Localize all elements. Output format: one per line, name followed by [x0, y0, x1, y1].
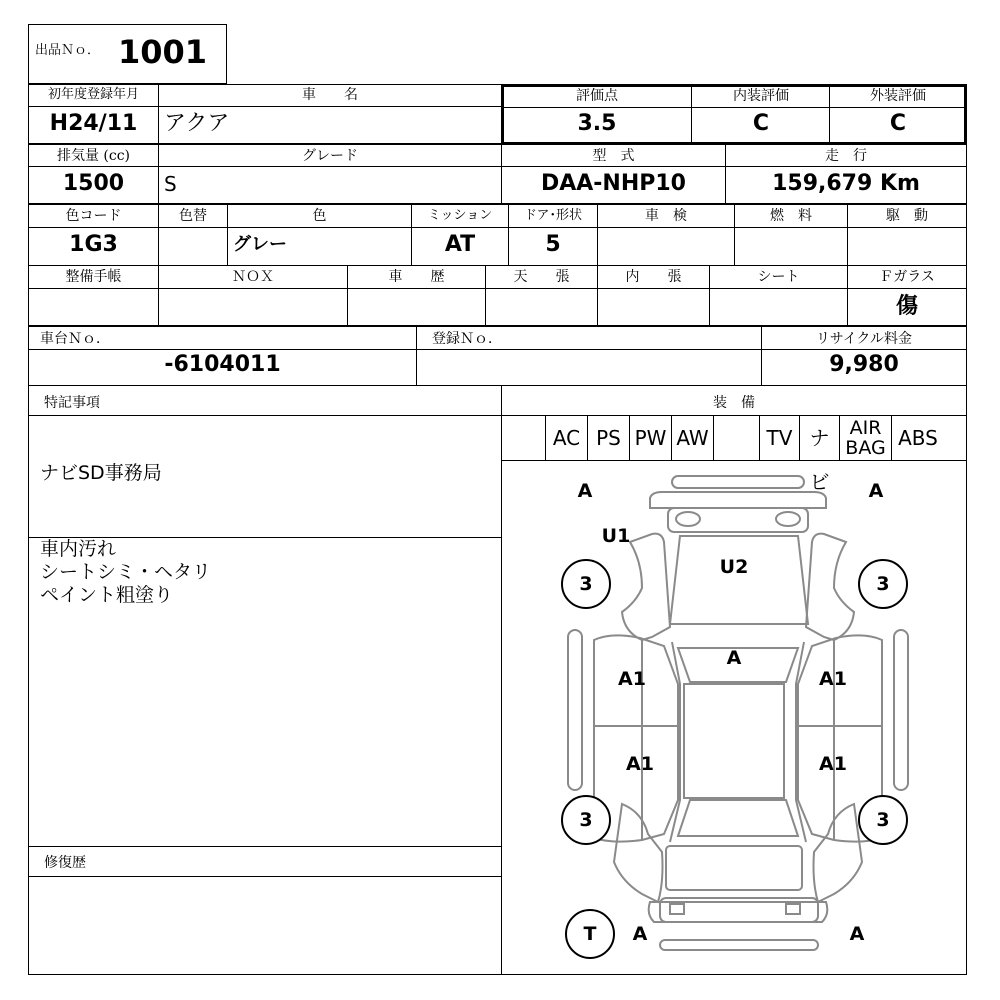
mark-left-rear-door: A1: [626, 753, 654, 775]
color-code-label: 色コード: [65, 208, 122, 224]
equipment-item-0: [502, 416, 546, 460]
divider: [28, 288, 967, 289]
score-label: 評価点: [576, 88, 618, 104]
divider: [158, 106, 502, 107]
inspection-label: 車 検: [645, 208, 687, 224]
right-rear-fender-outline: [814, 804, 863, 902]
interior-label: 内装評価: [733, 88, 789, 104]
equipment-item-6: TV: [760, 416, 800, 460]
car-name-label: 車 名: [302, 87, 358, 103]
lot-number-label: 出品Ｎｏ．: [35, 43, 101, 58]
hood-outline: [670, 536, 808, 624]
fglass-value: 傷: [895, 294, 918, 319]
divider: [158, 166, 502, 167]
first-reg-value: H24/11: [49, 111, 138, 136]
first-reg-label: 初年度登録年月: [47, 87, 139, 102]
front-grille-outline: [650, 492, 826, 508]
chassis-value: -6104011: [164, 352, 281, 377]
mark-rear-right: A: [849, 923, 865, 945]
color-code-value: 1G3: [69, 232, 118, 257]
equipment-item-4: AW: [672, 416, 714, 460]
chassis-label: 車台Ｎｏ．: [40, 331, 110, 347]
inner-label: 内 張: [625, 269, 682, 285]
mission-value: AT: [444, 232, 476, 257]
right-front-fender-outline: [806, 534, 854, 640]
spare-tire: T: [565, 909, 615, 959]
left-headlamp-outline: [676, 512, 700, 526]
left-front-fender-outline: [622, 534, 670, 640]
mark-front-right: A: [868, 480, 884, 502]
right-headlamp-outline: [776, 512, 800, 526]
front-bumper-outline: [672, 476, 804, 488]
divider: [501, 460, 967, 461]
divider: [28, 846, 502, 847]
grade-value: S: [164, 172, 177, 196]
repair-history-label: 修復歴: [44, 855, 86, 871]
divider: [28, 227, 967, 228]
nox-label: ＮＯＸ: [232, 269, 274, 285]
divider: [28, 876, 502, 877]
rear-hatch-outline: [666, 846, 802, 890]
roof-label: 天 張: [513, 269, 570, 285]
wheel-front-left: 3: [561, 559, 611, 609]
mark-front-left: A: [577, 480, 593, 502]
equipment-label: 装 備: [713, 395, 755, 411]
mark-left-front-door: A1: [618, 668, 646, 690]
history-label: 車 歴: [388, 269, 445, 285]
equipment-item-1: AC: [546, 416, 588, 460]
car-name-value: アクア: [164, 111, 230, 136]
maintenance-label: 整備手帳: [65, 269, 122, 285]
divider: [28, 166, 159, 167]
lot-number: 1001: [118, 33, 208, 71]
special-note-2: 車内汚れ シートシミ・ヘタリ ペイント粗塗り: [40, 538, 212, 606]
left-rocker-outline: [568, 630, 582, 790]
mark-roof: A: [726, 647, 742, 669]
mileage-label: 走 行: [825, 148, 867, 164]
mileage-value: 159,679 Km: [772, 171, 920, 196]
roof-outline: [684, 684, 784, 798]
equipment-item-3: PW: [630, 416, 672, 460]
drive-label: 駆 動: [886, 208, 928, 224]
mark-hood: U2: [719, 556, 749, 578]
equipment-item-7: ナビ: [800, 416, 840, 460]
equipment-item-9: ABS: [898, 426, 938, 450]
reg-no-label: 登録Ｎｏ．: [432, 331, 502, 347]
car-diagram: [502, 462, 968, 974]
interior-value: C: [752, 111, 770, 136]
divider: [28, 349, 967, 350]
rear-bumper-lower-outline: [660, 940, 818, 950]
door-value: 5: [545, 232, 561, 257]
special-notes-label: 特記事項: [44, 395, 100, 411]
displacement-value: 1500: [62, 171, 125, 196]
wheel-rear-left: 3: [561, 795, 611, 845]
wheel-front-right: 3: [858, 559, 908, 609]
door-label: ドア･形状: [523, 208, 583, 223]
displacement-label: 排気量 (cc): [56, 148, 131, 164]
mark-right-front-door: A1: [819, 668, 847, 690]
equipment-item-5: [714, 416, 760, 460]
color-label: 色: [312, 208, 327, 224]
color-change-label: 色替: [179, 208, 207, 224]
mark-windshield-left: U1: [601, 525, 631, 547]
recycle-label: リサイクル料金: [815, 331, 913, 347]
special-note-1: ナビSD事務局: [40, 462, 162, 484]
divider: [501, 166, 726, 167]
divider: [28, 106, 159, 107]
mark-rear-left: A: [632, 923, 648, 945]
seat-label: シート: [757, 269, 800, 285]
left-taillamp-outline: [670, 904, 684, 914]
exterior-label: 外装評価: [870, 88, 926, 104]
equipment-item-8: AIR BAG: [840, 416, 892, 460]
grade-label: グレード: [302, 148, 358, 164]
equipment-item-2: PS: [588, 416, 630, 460]
right-rocker-outline: [894, 630, 908, 790]
wheel-rear-right: 3: [858, 795, 908, 845]
divider: [28, 415, 502, 416]
rear-window-outline: [678, 800, 798, 836]
fuel-label: 燃 料: [770, 208, 812, 224]
mark-right-rear-door: A1: [819, 753, 847, 775]
divider: [503, 107, 965, 108]
fglass-label: Ｆガラス: [879, 269, 935, 285]
exterior-value: C: [889, 111, 907, 136]
left-rear-fender-outline: [614, 804, 663, 902]
recycle-value: 9,980: [829, 352, 899, 377]
mission-label: ミッション: [427, 208, 493, 223]
model-label: 型 式: [592, 148, 635, 164]
color-value: グレー: [233, 234, 287, 255]
right-taillamp-outline: [786, 904, 800, 914]
score-value: 3.5: [577, 111, 617, 136]
model-value: DAA-NHP10: [540, 171, 686, 196]
divider: [725, 166, 967, 167]
